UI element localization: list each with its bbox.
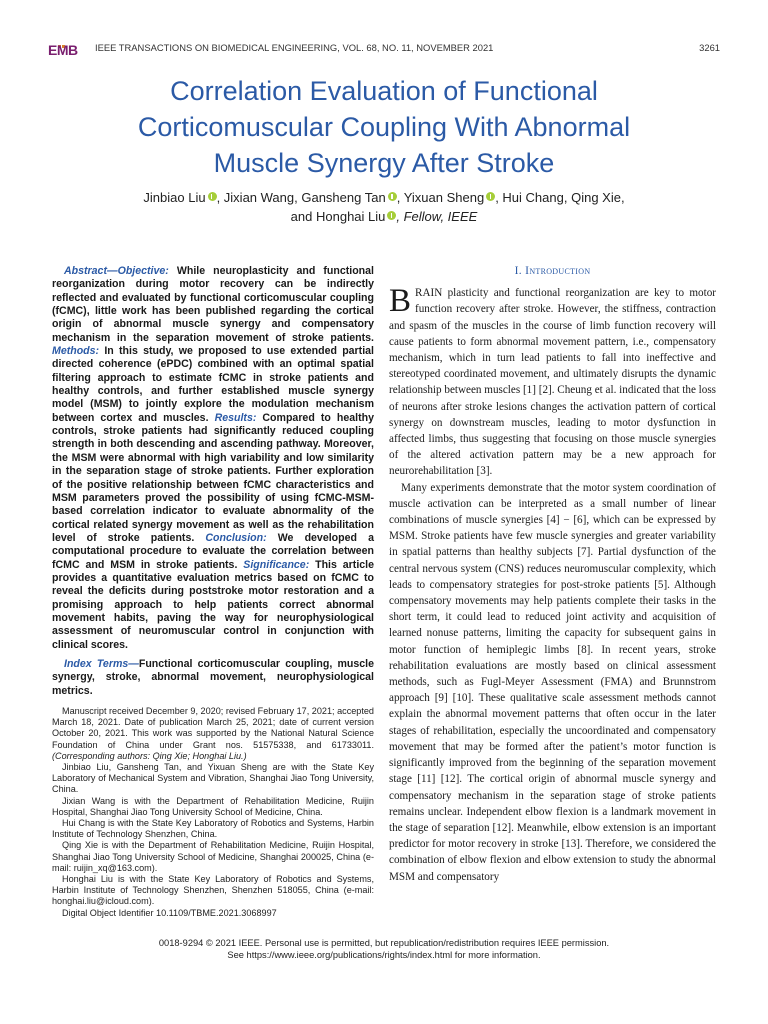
footnote-manuscript: Manuscript received December 9, 2020; revised February 17, 2021; accepted March 18, 2021. Date of publication March 25, 2021; date of current version October 20, 2021. This work was supported by the National Natural Science Foundation of China under Grant nos. 51575338, and 61733011. (Corresponding authors: Qing Xie; Honghai Liu.) bbox=[52, 706, 374, 761]
abstract-methods-heading: Methods: bbox=[52, 345, 100, 358]
index-terms-label: Index Terms— bbox=[64, 657, 139, 670]
author-membership: Fellow, IEEE bbox=[403, 209, 478, 224]
first-word: RAIN bbox=[415, 287, 443, 300]
running-header bbox=[48, 39, 720, 59]
abstract-objective: While neuroplasticity and functional reorganization during motor recovery can be indirectly reflected and evaluated by functional corticomuscular coupling (fCMC), little work has been published regarding the cortical origin of abnormal muscle synergy and compensatory mechanism in the separation movement of stroke patients. bbox=[52, 265, 374, 344]
right-column bbox=[389, 263, 716, 885]
copyright-line: 0018-9294 © 2021 IEEE. Personal use is permitted, but republication/redistribution requires IEEE permission. bbox=[158, 938, 610, 948]
abstract-significance-heading: Significance: bbox=[243, 558, 310, 571]
author-name: Honghai Liu bbox=[315, 209, 386, 224]
abstract-results: Compared to healthy controls, stroke patients had significantly reduced coupling strength in both descending and ascending pathway. Moreover, the MSM were abnormal with high variability and low similarity in the separation stage of stroke patients. Further exploration of the positive relationship between fCMC characteristics and MSM parameters proved the possibility of using fCMC-MSM-based correlation indicator to evaluate abnormality of the cortical related synergy movement as well as the rehabilitation level of stroke patients. bbox=[52, 411, 374, 544]
abstract-results-heading: Results: bbox=[214, 411, 257, 424]
footnotes bbox=[52, 706, 374, 919]
emb-logo-text: EMB bbox=[48, 42, 78, 58]
footnote-affiliation: Hui Chang is with the State Key Laboratory of Robotics and Systems, Harbin Institute of Technology Shenzhen, China. bbox=[52, 818, 374, 840]
corresponding-authors: (Corresponding authors: Qing Xie; Honghai Liu.) bbox=[52, 750, 247, 761]
author-name: Qing Xie bbox=[571, 190, 621, 205]
footnote-affiliation: Jixian Wang is with the Department of Rehabilitation Medicine, Ruijin Hospital, Shanghai Jiao Tong University School of Medicine, China. bbox=[52, 795, 374, 817]
page-number: 3261 bbox=[699, 42, 720, 53]
author-name: Gansheng Tan bbox=[301, 190, 386, 205]
abstract-methods: In this study, we proposed to use extended partial directed coherence (ePDC) combined with an optimal spatial filtering approach to estimate fCMC in stroke patients and healthy controls, and further established muscle synergy model (MSM) to jointly explore the modulation mechanism between cortex and muscles. bbox=[52, 345, 374, 424]
copyright-notice bbox=[60, 938, 708, 962]
footnote-affiliation: Jinbiao Liu, Gansheng Tan, and Yixuan Sheng are with the State Key Laboratory of Mechanical System and Vibration, Shanghai Jiao Tong University, China. bbox=[52, 762, 374, 795]
footnote-doi: Digital Object Identifier 10.1109/TBME.2021.3068997 bbox=[62, 907, 277, 918]
journal-line: IEEE TRANSACTIONS ON BIOMEDICAL ENGINEERING, VOL. 68, NO. 11, NOVEMBER 2021 bbox=[95, 42, 494, 53]
abstract-objective-heading: Objective: bbox=[117, 265, 169, 277]
title-line: Muscle Synergy After Stroke bbox=[213, 148, 555, 178]
author-list: Jinbiao Liu , Jixian Wang, Gansheng Tan , Yixuan Sheng , Hui Chang, Qing Xie, and Honghai Liu , Fellow, IEEE bbox=[143, 190, 625, 224]
section-heading-introduction: I. Introduction bbox=[514, 264, 591, 277]
copyright-rights-line: See https://www.ieee.org/publications/rights/index.html for more information. bbox=[227, 949, 541, 960]
intro-paragraph: Many experiments demonstrate that the motor system coordination of muscle activation can be interpreted as a small number of linear combinations of muscle synergies [4] − [6], which can be expressed by MSM. Stroke patients have few muscle synergies and greater variability in spatial patterns than healthy subjects [7]. Partial dysfunction of the central nervous system (CNS) reduces neuromuscular complexity, which leads to compensatory strategies for post-stroke patients [5]. Although compensatory movements may help patients complete their tasks in the short term, it could lead to reduced joint activity and acquisition of learned nonuse patterns, limiting the capacity for subsequent gains in motor function of hemiplegic limbs [8]. In recent years, stroke rehabilitation evaluations are mostly based on clinical assessment methods, such as Fugl-Meyer Assessment (FMA) and Brunnstrom approach [9] [10]. These qualitative scale assessment methods cannot explain the abnormal movement patterns that often occur in the later stages of rehabilitation, especially the uncoordinated and compensatory movement that may be formed after the patient’s motor function is significantly improved from the beginning of the separation movement stage [11] [12]. The cortical origin of abnormal muscle synergy and compensatory mechanism in the separation stage of stroke patients remains unclear. Independent elbow flexion is a landmark movement in the stage of separation [12]. Meanwhile, elbow extension is an important predictor for motor recovery in stroke [13]. Therefore, we considered the combination of elbow flexion and elbow extension to study the abnormal MSM and compensatory bbox=[389, 481, 716, 883]
drop-cap: B bbox=[389, 283, 412, 320]
left-column bbox=[52, 265, 374, 698]
abstract-significance: This article provides a quantitative evaluation metrics based on fCMC to reveal the deficits during poststroke motor restoration and a promising approach to help patients correct abnormal movement habits, paving the way for neurophysiological assessment of neuromuscular control in conjunction with clinical scores. bbox=[52, 558, 374, 651]
author-name: Yixuan Sheng bbox=[403, 190, 485, 205]
intro-paragraph: BRAIN plasticity and functional reorganization are key to motor function recovery after stroke. However, the stiffness, contraction and spasm of the muscles in the course of limb function recovery will cause patients to form abnormal movement pattern, i.e., compensatory mechanism, which in turn lead patients to fall into ineffective and stereotyped coordinated movement, and ultimately disrupts the dynamic relationship between muscles [1] [2]. Cheung et al. indicated that the loss of neurons after stroke lesions changes the activation pattern of cortical synergy on downstream muscles, leading to motor dysfunction in affected limbs, thus suggesting that focusing on those muscle synergies of the altered activation pattern may be a new approach for neurorehabilitation [3]. bbox=[389, 283, 717, 478]
orcid-icon[interactable] bbox=[486, 192, 495, 201]
footnote-affiliation: Qing Xie is with the Department of Rehabilitation Medicine, Ruijin Hospital, Shanghai Jiao Tong University School of Medicine, Shanghai 200025, China (e-mail: ruijin_xq@163.com). bbox=[52, 840, 374, 873]
footnote-affiliation: Honghai Liu is with the State Key Laboratory of Robotics and Systems, Harbin Institute of Technology Shenzhen, Shenzhen 518055, China (e-mail: honghai.liu@icloud.com). bbox=[52, 874, 374, 907]
emb-logo bbox=[48, 39, 84, 59]
title-line: Corticomuscular Coupling With Abnormal bbox=[137, 112, 631, 142]
paper-title bbox=[60, 73, 708, 181]
index-terms-text: Functional corticomuscular coupling, muscle synergy, stroke, abnormal movement, neurophysiological metrics. bbox=[52, 657, 374, 697]
orcid-icon[interactable] bbox=[388, 192, 397, 201]
author-name: Jixian Wang bbox=[223, 190, 295, 205]
title-line: Correlation Evaluation of Functional bbox=[170, 76, 598, 106]
author-name: Hui Chang bbox=[502, 190, 564, 205]
orcid-icon[interactable] bbox=[208, 192, 217, 201]
abstract bbox=[52, 265, 374, 652]
abstract-conclusion-heading: Conclusion: bbox=[205, 531, 267, 544]
index-terms bbox=[52, 658, 374, 698]
author-name: Jinbiao Liu bbox=[143, 190, 206, 205]
abstract-label: Abstract— bbox=[64, 265, 118, 277]
abstract-conclusion: We developed a computational procedure to evaluate the correlation between fCMC and MSM in stroke patients. bbox=[52, 531, 374, 571]
